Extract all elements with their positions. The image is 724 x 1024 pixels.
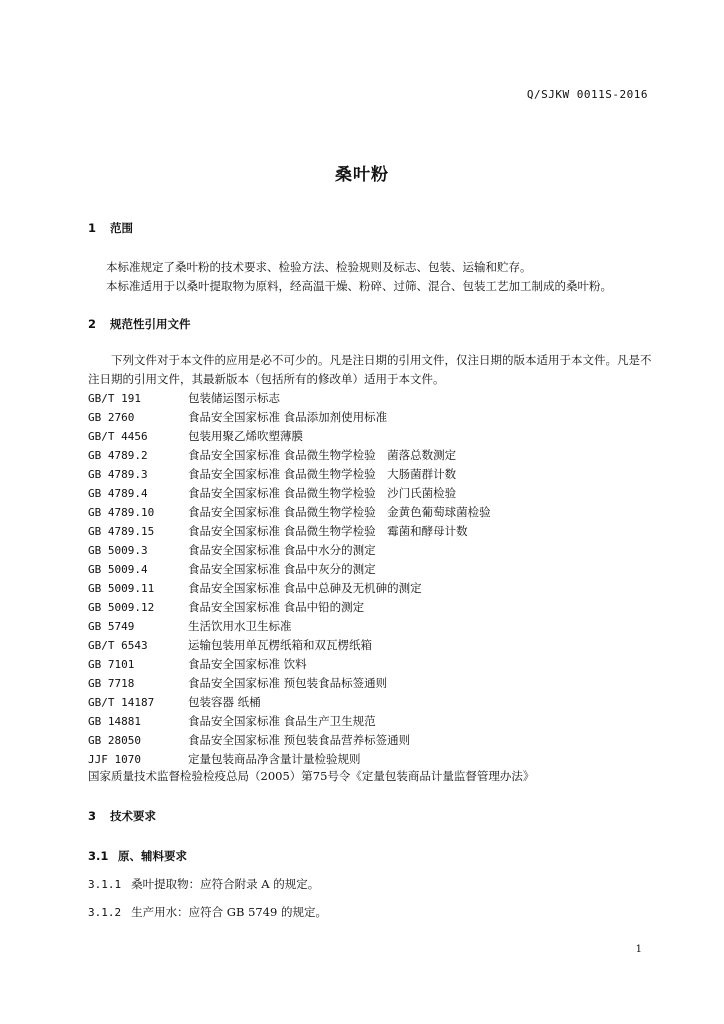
reference-title: 食品安全国家标准 食品生产卫生规范	[188, 714, 376, 728]
reference-row	[88, 408, 491, 427]
page-number: 1	[635, 944, 642, 955]
reference-title: 食品安全国家标准 食品中水分的测定	[188, 543, 376, 557]
section-3-1-heading	[88, 848, 187, 864]
reference-code: GB 5009.3	[88, 544, 148, 557]
section-2-number: 2	[88, 317, 97, 331]
reference-title: 食品安全国家标准 食品添加剂使用标准	[188, 410, 388, 424]
reference-title: 食品安全国家标准 食品中总砷及无机砷的测定	[188, 581, 422, 595]
reference-row	[88, 522, 491, 541]
reference-row	[88, 427, 491, 446]
reference-code: GB 7101	[88, 658, 135, 671]
reference-code: GB 4789.2	[88, 449, 148, 462]
reference-code: GB 4789.3	[88, 468, 148, 481]
section-3-heading	[88, 808, 156, 824]
clause-3-1-1-text: 桑叶提取物：应符合附录 A 的规定。	[131, 877, 320, 891]
reference-row	[88, 446, 491, 465]
reference-decree: 国家质量技术监督检验检疫总局（2005）第75号令《定量包装商品计量监督管理办法》	[88, 769, 535, 783]
reference-code: GB 4789.15	[88, 525, 155, 538]
reference-title: 食品安全国家标准 食品中灰分的测定	[188, 562, 376, 576]
reference-title: 运输包装用单瓦楞纸箱和双瓦楞纸箱	[188, 638, 372, 652]
clause-3-1-1-number: 3.1.1	[88, 878, 122, 891]
reference-title: 食品安全国家标准 食品微生物学检验 沙门氏菌检验	[188, 486, 457, 500]
reference-row	[88, 389, 491, 408]
reference-row	[88, 503, 491, 522]
reference-code: GB 5009.11	[88, 582, 155, 595]
reference-row	[88, 579, 491, 598]
reference-code: GB/T 6543	[88, 639, 148, 652]
reference-row	[88, 465, 491, 484]
reference-code: GB 5749	[88, 620, 135, 633]
section-3-title: 技术要求	[110, 809, 157, 823]
reference-title: 生活饮用水卫生标准	[188, 619, 292, 633]
reference-title: 包装用聚乙烯吹塑薄膜	[188, 429, 303, 443]
reference-code: GB/T 191	[88, 392, 141, 405]
clause-3-1-2-text: 生产用水：应符合 GB 5749 的规定。	[131, 905, 327, 919]
section-2-heading	[88, 316, 191, 332]
reference-row	[88, 598, 491, 617]
reference-title: 食品安全国家标准 预包装食品标签通则	[188, 676, 388, 690]
reference-title: 食品安全国家标准 饮料	[188, 657, 307, 671]
scope-paragraph-2: 本标准适用于以桑叶提取物为原料，经高温干燥、粉碎、过筛、混合、包装工艺加工制成的桑叶粉。	[106, 279, 612, 293]
reference-code: GB/T 14187	[88, 696, 155, 709]
section-3-1-title: 原、辅料要求	[118, 849, 188, 863]
section-3-1-number: 3.1	[88, 849, 109, 863]
reference-code: GB 28050	[88, 734, 141, 747]
reference-code: GB 14881	[88, 715, 141, 728]
reference-code: GB/T 4456	[88, 430, 148, 443]
reference-code: GB 7718	[88, 677, 135, 690]
standard-number: Q/SJKW 0011S-2016	[526, 88, 648, 101]
reference-title: 食品安全国家标准 食品微生物学检验 霉菌和酵母计数	[188, 524, 468, 538]
section-2-title: 规范性引用文件	[110, 317, 191, 331]
section-1-number: 1	[88, 221, 97, 235]
reference-title: 包装储运图示标志	[188, 391, 280, 405]
reference-row	[88, 484, 491, 503]
reference-row	[88, 712, 491, 731]
reference-title: 食品安全国家标准 食品中铅的测定	[188, 600, 365, 614]
reference-row	[88, 655, 491, 674]
reference-code: GB 4789.10	[88, 506, 155, 519]
reference-code: JJF 1070	[88, 753, 141, 766]
references-intro: 下列文件对于本文件的应用是必不可少的。凡是注日期的引用文件，仅注日期的版本适用于本文件。凡是不注日期的引用文件，其最新版本（包括所有的修改单）适用于本文件。	[88, 353, 652, 386]
reference-row	[88, 541, 491, 560]
reference-title: 包装容器 纸桶	[188, 695, 261, 709]
reference-code: GB 4789.4	[88, 487, 148, 500]
reference-list	[88, 389, 491, 769]
reference-title: 食品安全国家标准 预包装食品营养标签通则	[188, 733, 411, 747]
document-title: 桑叶粉	[335, 165, 389, 185]
reference-title: 食品安全国家标准 食品微生物学检验 菌落总数测定	[188, 448, 457, 462]
reference-code: GB 5009.4	[88, 563, 148, 576]
reference-code: GB 5009.12	[88, 601, 155, 614]
reference-row	[88, 750, 491, 769]
reference-row	[88, 617, 491, 636]
reference-row	[88, 636, 491, 655]
reference-title: 食品安全国家标准 食品微生物学检验 金黄色葡萄球菌检验	[188, 505, 491, 519]
clause-3-1-2-number: 3.1.2	[88, 906, 122, 919]
reference-row	[88, 560, 491, 579]
section-1-heading	[88, 220, 133, 236]
section-1-title: 范围	[110, 221, 134, 235]
scope-paragraph-1: 本标准规定了桑叶粉的技术要求、检验方法、检验规则及标志、包装、运输和贮存。	[106, 260, 532, 274]
reference-row	[88, 693, 491, 712]
section-3-number: 3	[88, 809, 97, 823]
reference-title: 食品安全国家标准 食品微生物学检验 大肠菌群计数	[188, 467, 457, 481]
reference-title: 定量包装商品净含量计量检验规则	[188, 752, 361, 766]
clause-3-1-2	[88, 904, 327, 920]
clause-3-1-1	[88, 876, 319, 892]
reference-row	[88, 674, 491, 693]
reference-code: GB 2760	[88, 411, 135, 424]
reference-row	[88, 731, 491, 750]
